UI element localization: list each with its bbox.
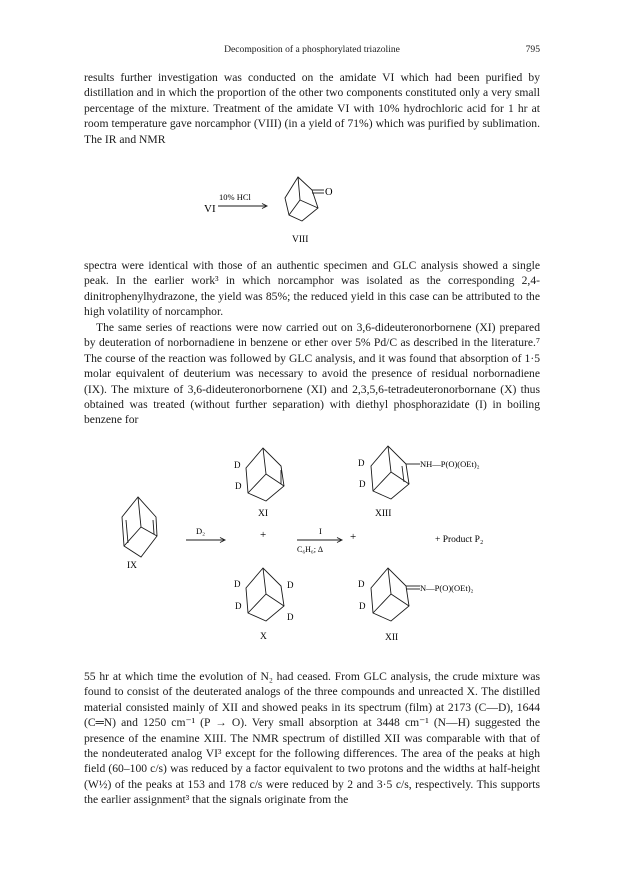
x-deuterium-2: D	[235, 601, 242, 611]
x-deuterium-3: D	[287, 580, 294, 590]
norcamphor-structure	[285, 177, 324, 221]
norbornadiene-structure	[122, 497, 157, 557]
x-deuterium-1: D	[234, 579, 241, 589]
reagent-d2: D₂	[196, 526, 206, 536]
xii-deuterium-1: D	[358, 579, 365, 589]
reagent-solvent: C₆H₆; Δ	[297, 545, 324, 554]
reagent-i: I	[319, 526, 322, 536]
reaction-arrowhead	[337, 538, 342, 543]
compound-xiii-structure	[371, 446, 420, 499]
label-x: X	[260, 632, 267, 642]
xiii-deuterium-1: D	[358, 458, 365, 468]
xii-deuterium-2: D	[359, 601, 366, 611]
label-xi: XI	[258, 509, 269, 519]
running-title: Decomposition of a phosphorylated triazoline	[224, 44, 400, 55]
xii-substituent: N—P(O)(OEt)₂	[420, 583, 474, 593]
paragraph-1: results further investigation was conducted on the amidate VI which had been purified by distillation and in which the proportion of the other two components constituted only a very small percentage of the mixture. Treatment of the amidate VI with 10% hydrochloric acid for 1 hr at room temperature gave norcamphor (VIII) (in a yield of 71%) which was purified by sublimation. The IR and NMR	[84, 71, 540, 146]
compound-xii-structure	[371, 568, 420, 621]
scheme1-reactant-label: VI	[204, 203, 216, 215]
xiii-deuterium-2: D	[359, 479, 366, 489]
plus-2: +	[350, 531, 357, 543]
label-xii: XII	[385, 633, 399, 643]
paragraph-4: 55 hr at which time the evolution of N₂ had ceased. From GLC analysis, the crude mixture was found to consist of the deuterated analogs of the three compounds and unreacted X. The distilled material consisted mainly of XII and showed peaks in its spectrum (film) at 2173 (C—D), 1644 (C═N) and 1250 cm⁻¹ (P → O). Very small absorption at 3448 cm⁻¹ (N—H) suggested the presence of the enamine XIII. The NMR spectrum of distilled XII was comparable with that of the nondeuterated analog VI³ except for the following differences. The area of the peaks at high field (60–100 c/s) was reduced by a factor equivalent to two protons and the widths at half-height (W½) of the peaks at 153 and 178 c/s were reduced by 2 and 3·5 c/s, respectively. This supports the earlier assignment³ that the signals originate from the	[84, 670, 540, 807]
scheme1-oxo: O	[325, 187, 333, 198]
xi-deuterium-1: D	[234, 460, 241, 470]
d2-arrowhead	[220, 538, 225, 543]
scheme1-product-label: VIII	[292, 235, 309, 245]
page-number: 795	[525, 44, 540, 55]
paragraph-2: spectra were identical with those of an authentic specimen and GLC analysis showed a single peak. In the earlier work³ in which norcamphor was isolated as the corresponding 2,4-dinitrophenylhydrazone, the yield was 85%; the reduced yield in this case can be attributed to the high volatility of norcamphor.	[84, 259, 540, 319]
scheme1-arrowhead	[262, 204, 267, 209]
compound-x-structure	[246, 568, 284, 621]
label-xiii: XIII	[375, 509, 392, 519]
x-deuterium-4: D	[287, 612, 294, 622]
xi-deuterium-2: D	[235, 481, 242, 491]
paragraph-3: The same series of reactions were now carried out on 3,6-dideuteronorbornene (XI) prepared by deuteration of norbornadiene in benzene or ether over 5% Pd/C as described in the literature.⁷ The course of the reaction was followed by GLC analysis, and it was found that absorption of 1·5 molar equivalent of deuterium was necessary to avoid the presence of residual norbornadiene (IX). The mixture of 3,6-dideuteronorbornene (XI) and 2,3,5,6-tetradeuteronorbornane (X) thus obtained was treated (without further separation) with diethyl phosphorazidate (I) in boiling benzene for	[84, 321, 540, 427]
other-product: + Product P₂	[435, 535, 484, 545]
compound-xi-structure	[246, 448, 284, 501]
scheme1-reagent: 10% HCl	[219, 192, 251, 202]
plus-1: +	[260, 529, 267, 541]
label-ix: IX	[127, 561, 138, 571]
xiii-substituent: NH—P(O)(OEt)₂	[420, 459, 480, 469]
